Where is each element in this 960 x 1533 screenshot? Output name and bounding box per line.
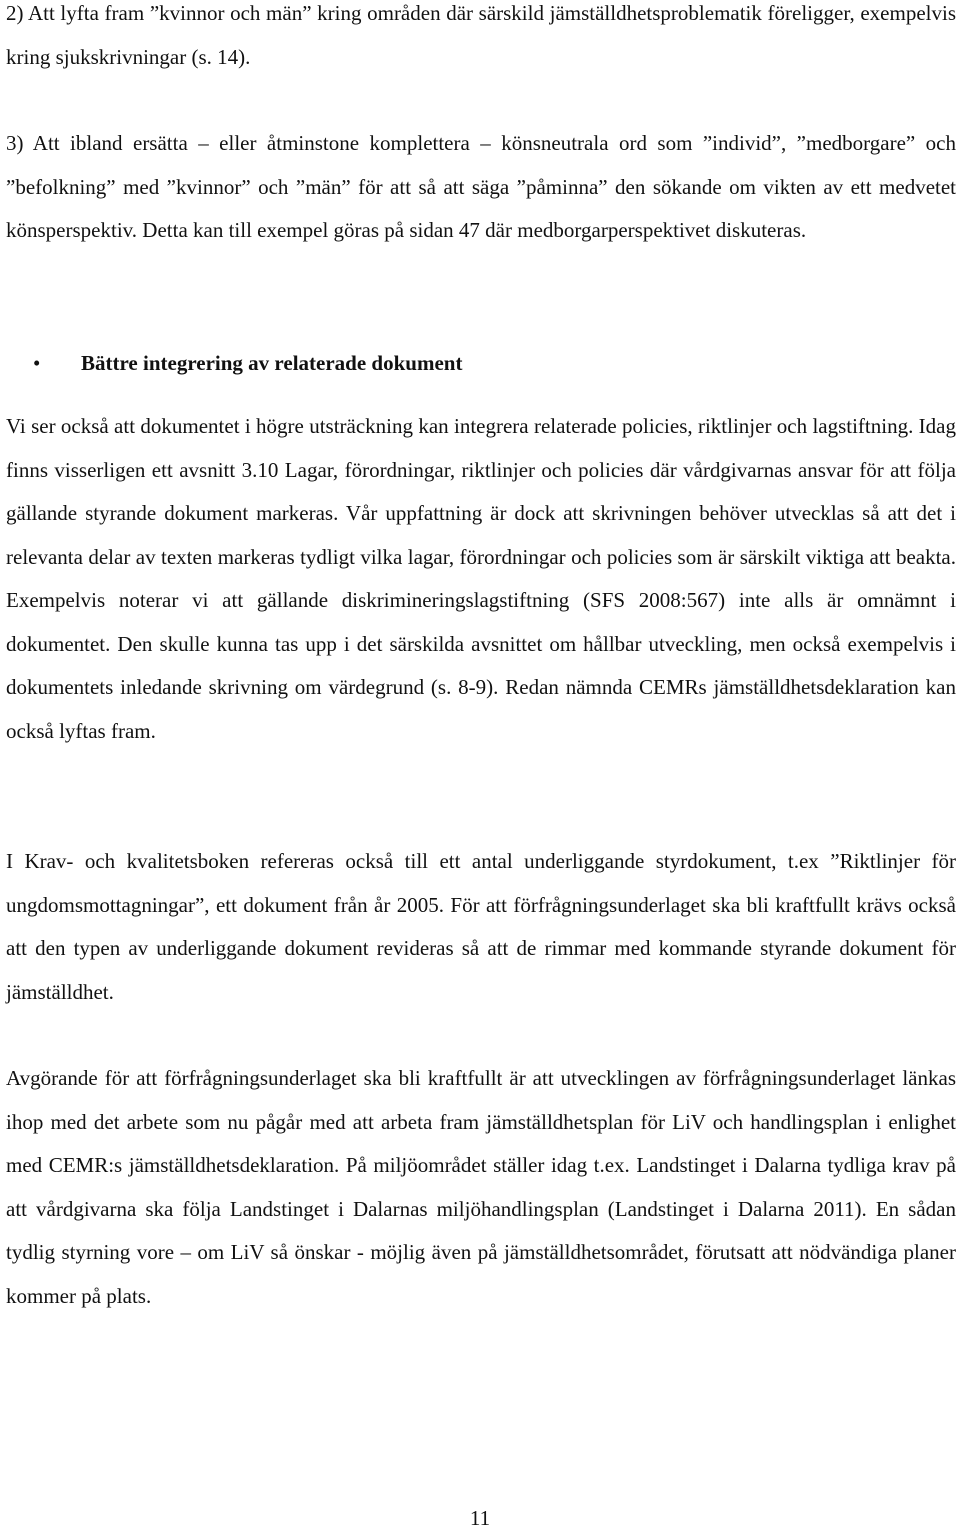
section-heading-text: Bättre integrering av relaterade dokument xyxy=(81,351,463,375)
paragraph-integration: Vi ser också att dokumentet i högre utsträckning kan integrera relaterade policies, riktlinjer och lagstiftning. Idag finns visserligen ett avsnitt 3.10 Lagar, förordningar, riktlinjer och policies där vårdgivarnas ansvar för att följa gällande styrande dokument markeras. Vår uppfattning är dock att skrivningen behöver utvecklas så att det i relevanta delar av texten markeras tydligt vilka lagar, förordningar och policies som är särskilt viktiga att beakta. Exempelvis noterar vi att gällande diskrimineringslagstiftning (SFS 2008:567) inte alls är omnämnt i dokumentet. Den skulle kunna tas upp i det särskilda avsnittet om hållbar utveckling, men också exempelvis i dokumentets inledande skrivning om värdegrund (s. 8-9). Redan nämnda CEMRs jämställdhetsdeklaration kan också lyftas fram. xyxy=(6,414,956,743)
page-number: 11 xyxy=(469,1506,491,1530)
section-heading xyxy=(33,342,462,386)
bullet-icon: • xyxy=(33,351,41,375)
list-item-2: 2) Att lyfta fram ”kvinnor och män” kring områden där särskild jämställdhetsproblematik föreligger, exempelvis kring sjukskrivningar (s. 14). xyxy=(6,1,956,69)
list-item-3: 3) Att ibland ersätta – eller åtminstone komplettera – könsneutrala ord som ”individ”, ”medborgare” och ”befolkning” med ”kvinnor” och ”män” för att så att säga ”påminna” den sökande om vikten av ett medvetet könsperspektiv. Detta kan till exempel göras på sidan 47 där medborgarperspektivet diskuteras. xyxy=(6,131,956,242)
paragraph-underlying-documents: I Krav- och kvalitetsboken refereras också till ett antal underliggande styrdokument, t.ex ”Riktlinjer för ungdomsmottagningar”, ett dokument från år 2005. För att förfrågningsunderlaget ska bli kraftfullt krävs också att den typen av underliggande dokument revideras så att de rimmar med kommande styrande dokument för jämställdhet. xyxy=(6,849,956,1004)
paragraph-decisive: Avgörande för att förfrågningsunderlaget ska bli kraftfullt är att utvecklingen av förfrågningsunderlaget länkas ihop med det arbete som nu pågår med att arbeta fram jämställdhetsplan för LiV och handlingsplan i enlighet med CEMR:s jämställdhetsdeklaration. På miljöområdet ställer idag t.ex. Landstinget i Dalarna tydliga krav på att vårdgivarna ska följa Landstinget i Dalarnas miljöhandlingsplan (Landstinget i Dalarna 2011). En sådan tydlig styrning vore – om LiV så önskar - möjlig även på jämställdhetsområdet, förutsatt att nödvändiga planer kommer på plats. xyxy=(6,1066,956,1308)
